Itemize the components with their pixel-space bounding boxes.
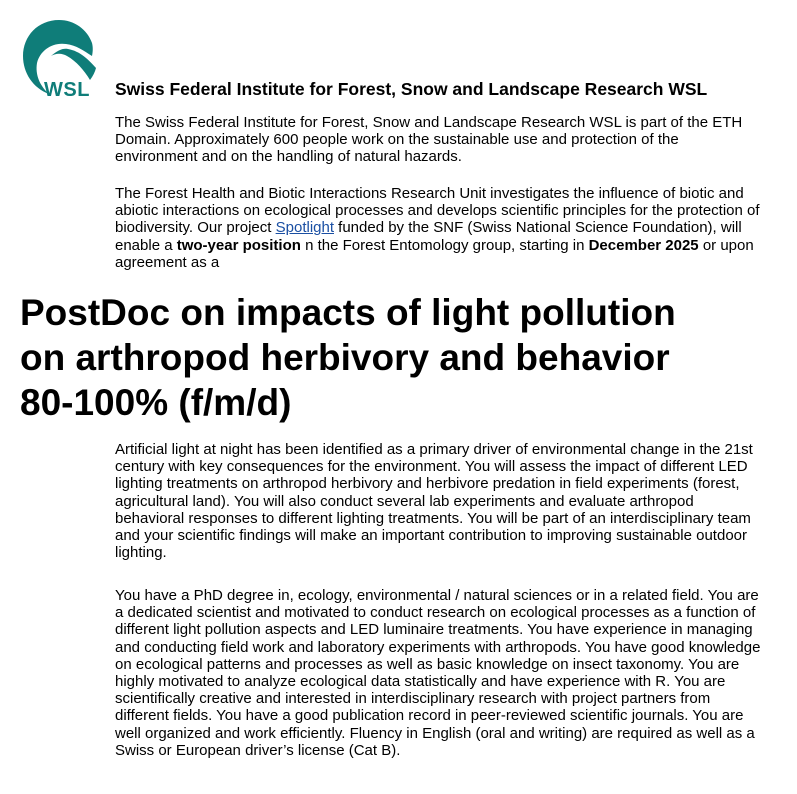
intro-paragraph-1 [115, 114, 765, 166]
position-duration: two-year position [176, 236, 301, 254]
wsl-logo [20, 18, 98, 102]
job-title-line-3: 80-100% (f/m/d) [20, 382, 292, 423]
requirements-text: You have a PhD degree in, ecology, environmental / natural sciences or in a related field. You are a dedicated scientist and motivated to conduct research on ecological processes as a function of different light pollution aspects and LED luminaire treatments. You have experience in managing and conducting field work and laboratory experiments with arthropods. You have good knowledge on ecological patterns and processes as well as basic knowledge on insect taxonomy. You are highly motivated to analyze ecological data statistically and have experience with R. You are scientifically creative and interested in interdisciplinary research with project partners from different fields. You have a good publication record in peer-reviewed scientific journals. You are well organized and work efficiently. Fluency in English (oral and writing) are required as well as a Swiss or European driver’s license (Cat B). [115, 587, 761, 759]
intro-text-2-part2: funded by the SNF (Swiss National Science Foundation), will enable a [115, 219, 742, 254]
intro-text-2 [115, 185, 765, 271]
intro-paragraph-2 [115, 185, 765, 271]
intro-text-2-part3: n the Forest Entomology group, starting in [300, 236, 589, 254]
organization-name: Swiss Federal Institute for Forest, Snow and Landscape Research WSL [115, 79, 708, 99]
requirements-paragraph [115, 587, 765, 759]
job-title-line-2: on arthropod herbivory and behavior [20, 337, 670, 378]
intro-text-2-part4: or upon agreement as a [115, 236, 754, 271]
job-title [20, 290, 780, 425]
intro-text-1: The Swiss Federal Institute for Forest, Snow and Landscape Research WSL is part of the ETH Domain. Approximately 600 people work on the sustainable use and protection of the environment and on the handling of natural hazards. [115, 114, 743, 166]
job-description-paragraph [115, 441, 765, 561]
logo-text: WSL [44, 79, 90, 101]
job-title-line-1: PostDoc on impacts of light pollution [20, 292, 676, 333]
spotlight-link[interactable]: Spotlight [275, 219, 334, 237]
job-description-text: Artificial light at night has been identified as a primary driver of environmental change in the 21st century with key consequences for the environment. You will assess the impact of different LED lighting treatments on arthropod herbivory and herbivore predation in field experiments (forest, agricultural land). You will also conduct several lab experiments and evaluate arthropod behavioral responses to different lighting treatments. You will be part of an interdisciplinary team and your scientific findings will make an important contribution to improving sustainable outdoor lighting. [115, 441, 753, 562]
start-date: December 2025 [588, 236, 699, 254]
wsl-logo-icon [20, 18, 98, 102]
intro-text-2-part1: The Forest Health and Biotic Interactions Research Unit investigates the influence of biotic and abiotic interactions on ecological processes and develops scientific principles for the protection of biodiversity. Our project [115, 185, 760, 237]
